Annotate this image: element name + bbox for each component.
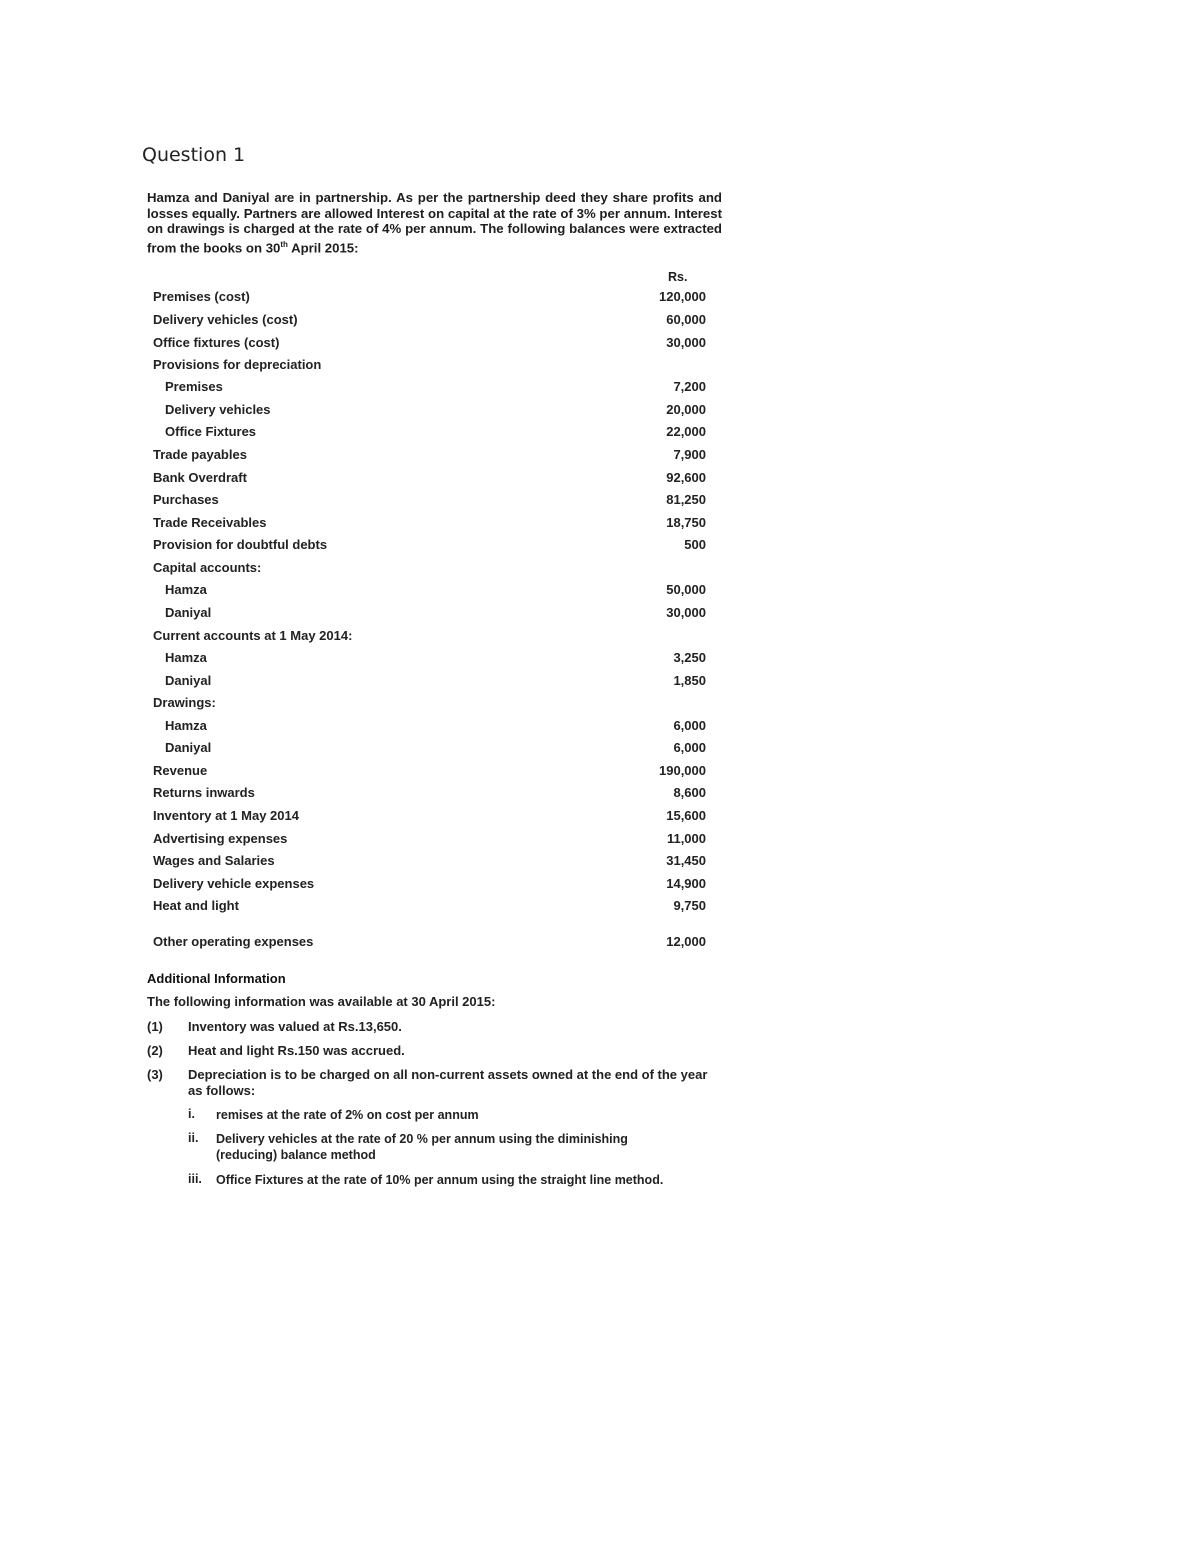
note-number: (3) bbox=[147, 1067, 163, 1082]
table-row bbox=[0, 785, 1200, 803]
table-row bbox=[0, 560, 1200, 578]
additional-information-heading: Additional Information bbox=[147, 971, 286, 986]
row-label: Daniyal bbox=[165, 605, 212, 620]
row-label: Office Fixtures bbox=[165, 424, 257, 439]
row-label: Current accounts at 1 May 2014: bbox=[153, 628, 353, 643]
row-label: Office fixtures (cost) bbox=[153, 335, 280, 350]
table-row bbox=[0, 447, 1200, 465]
row-label: Provision for doubtful debts bbox=[153, 537, 328, 552]
row-label: Trade Receivables bbox=[153, 515, 267, 530]
table-row bbox=[0, 424, 1200, 442]
row-label: Heat and light bbox=[153, 898, 239, 913]
table-row bbox=[0, 673, 1200, 691]
row-label: Wages and Salaries bbox=[153, 853, 275, 868]
subnote-text: remises at the rate of 2% on cost per annum bbox=[216, 1108, 479, 1122]
row-label: Hamza bbox=[165, 582, 207, 597]
table-row bbox=[0, 402, 1200, 420]
row-amount: 60,000 bbox=[666, 312, 706, 327]
table-row bbox=[0, 876, 1200, 894]
intro-superscript: th bbox=[280, 239, 288, 249]
table-row bbox=[0, 289, 1200, 307]
table-row bbox=[0, 898, 1200, 916]
note-text: Inventory was valued at Rs.13,650. bbox=[188, 1019, 402, 1034]
row-label: Hamza bbox=[165, 718, 207, 733]
row-amount: 11,000 bbox=[666, 831, 706, 846]
row-label: Provisions for depreciation bbox=[153, 357, 322, 372]
table-row bbox=[0, 853, 1200, 871]
row-label: Delivery vehicle expenses bbox=[153, 876, 315, 891]
table-row bbox=[0, 357, 1200, 375]
row-amount: 1,850 bbox=[673, 673, 706, 688]
table-row bbox=[0, 831, 1200, 849]
row-label: Delivery vehicles (cost) bbox=[153, 312, 298, 327]
note-number: (1) bbox=[147, 1019, 163, 1034]
row-label: Delivery vehicles bbox=[165, 402, 271, 417]
row-label: Drawings: bbox=[153, 695, 216, 710]
table-row bbox=[0, 582, 1200, 600]
row-label: Premises (cost) bbox=[153, 289, 250, 304]
row-amount: 20,000 bbox=[666, 402, 706, 417]
row-amount: 18,750 bbox=[666, 515, 706, 530]
currency-header: Rs. bbox=[668, 270, 688, 284]
row-amount: 7,900 bbox=[673, 447, 706, 462]
row-amount: 8,600 bbox=[673, 785, 706, 800]
row-amount: 14,900 bbox=[666, 876, 706, 891]
intro-text: Hamza and Daniyal are in partnership. As per the partnership deed they share profits and losses equally. Partners are allowed Interest on capital at the rate of 3% per annum. Interest on drawings is charged at the rate of 4% per annum. The following balances were extracted from the books on 30 bbox=[147, 190, 722, 255]
table-row bbox=[0, 695, 1200, 713]
row-label: Advertising expenses bbox=[153, 831, 288, 846]
table-row bbox=[0, 934, 1200, 952]
row-amount: 92,600 bbox=[666, 470, 706, 485]
subnote-number: i. bbox=[188, 1107, 195, 1121]
subnote-text: Delivery vehicles at the rate of 20 % per annum using the diminishing (reducing) balance method bbox=[216, 1132, 628, 1162]
note-text: Depreciation is to be charged on all non-current assets owned at the end of the year as follows: bbox=[188, 1067, 708, 1098]
row-amount: 15,600 bbox=[666, 808, 706, 823]
table-row bbox=[0, 515, 1200, 533]
row-amount: 31,450 bbox=[666, 853, 706, 868]
question-intro bbox=[147, 190, 722, 255]
row-amount: 6,000 bbox=[673, 740, 706, 755]
table-row bbox=[0, 628, 1200, 646]
note-text: Heat and light Rs.150 was accrued. bbox=[188, 1043, 405, 1058]
table-row bbox=[0, 335, 1200, 353]
row-amount: 500 bbox=[684, 537, 706, 552]
row-label: Daniyal bbox=[165, 673, 212, 688]
row-amount: 12,000 bbox=[666, 934, 706, 949]
table-row bbox=[0, 312, 1200, 330]
row-label: Premises bbox=[165, 379, 223, 394]
table-row bbox=[0, 470, 1200, 488]
row-label: Trade payables bbox=[153, 447, 247, 462]
intro-text-end: April 2015: bbox=[287, 239, 359, 255]
additional-information-intro: The following information was available at 30 April 2015: bbox=[147, 994, 496, 1009]
row-label: Daniyal bbox=[165, 740, 212, 755]
row-amount: 22,000 bbox=[666, 424, 706, 439]
row-amount: 6,000 bbox=[673, 718, 706, 733]
row-label: Revenue bbox=[153, 763, 208, 778]
row-label: Bank Overdraft bbox=[153, 470, 247, 485]
row-amount: 120,000 bbox=[659, 289, 706, 304]
row-label: Hamza bbox=[165, 650, 207, 665]
note-number: (2) bbox=[147, 1043, 163, 1058]
row-amount: 9,750 bbox=[673, 898, 706, 913]
table-row bbox=[0, 379, 1200, 397]
subnote-text: Office Fixtures at the rate of 10% per annum using the straight line method. bbox=[216, 1173, 664, 1187]
table-row bbox=[0, 605, 1200, 623]
subnote-number: ii. bbox=[188, 1131, 199, 1145]
row-label: Returns inwards bbox=[153, 785, 255, 800]
row-amount: 7,200 bbox=[673, 379, 706, 394]
row-amount: 190,000 bbox=[659, 763, 706, 778]
row-amount: 81,250 bbox=[666, 492, 706, 507]
table-row bbox=[0, 808, 1200, 826]
table-row bbox=[0, 763, 1200, 781]
row-amount: 50,000 bbox=[666, 582, 706, 597]
question-heading: Question 1 bbox=[142, 144, 246, 166]
table-row bbox=[0, 740, 1200, 758]
row-amount: 30,000 bbox=[666, 605, 706, 620]
subnote-number: iii. bbox=[188, 1172, 202, 1186]
row-amount: 3,250 bbox=[673, 650, 706, 665]
row-label: Inventory at 1 May 2014 bbox=[153, 808, 299, 823]
table-row bbox=[0, 650, 1200, 668]
table-row bbox=[0, 492, 1200, 510]
row-label: Other operating expenses bbox=[153, 934, 314, 949]
row-amount: 30,000 bbox=[666, 335, 706, 350]
table-row bbox=[0, 718, 1200, 736]
table-row bbox=[0, 537, 1200, 555]
row-label: Capital accounts: bbox=[153, 560, 262, 575]
row-label: Purchases bbox=[153, 492, 219, 507]
